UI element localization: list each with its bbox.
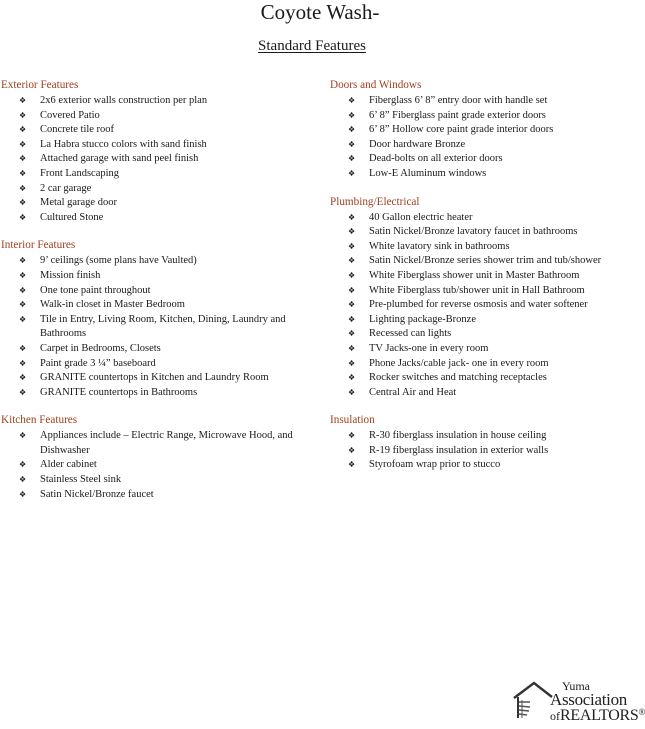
diamond-bullet-icon: ❖	[348, 445, 356, 455]
feature-item	[1, 357, 313, 372]
feature-item-text: Recessed can lights	[369, 328, 452, 340]
feature-item	[330, 167, 636, 182]
feature-item	[1, 196, 313, 211]
feature-item-text: TV Jacks-one in every room	[369, 342, 489, 354]
section-heading: Doors and Windows	[330, 79, 422, 91]
feature-item	[330, 152, 636, 167]
feature-item-text: Satin Nickel/Bronze series shower trim and tub/shower	[369, 255, 602, 267]
feature-item-text: Low-E Aluminum windows	[369, 167, 487, 179]
document-subtitle: Standard Features	[258, 38, 366, 54]
feature-item-text: One tone paint throughout	[40, 284, 151, 296]
feature-item-text: GRANITE countertops in Bathrooms	[40, 386, 198, 398]
diamond-bullet-icon: ❖	[19, 460, 27, 470]
feature-item	[1, 123, 313, 138]
left-column	[1, 79, 313, 516]
document-title: Coyote Wash-	[260, 0, 380, 24]
right-column	[330, 79, 636, 487]
yuma-association-logo	[512, 676, 645, 726]
diamond-bullet-icon: ❖	[19, 314, 27, 324]
feature-item-text: Rocker switches and matching receptacles	[369, 372, 547, 384]
feature-item	[330, 225, 636, 240]
feature-item	[1, 488, 313, 503]
feature-list	[1, 429, 313, 502]
feature-item-text: Front Landscaping	[40, 167, 120, 179]
feature-item-text: White Fiberglass shower unit in Master Bathroom	[369, 269, 580, 281]
section-interior-features	[1, 239, 313, 400]
feature-item-text: Dead-bolts on all exterior doors	[369, 153, 503, 165]
diamond-bullet-icon: ❖	[19, 154, 27, 164]
section-kitchen-features	[1, 414, 313, 502]
feature-item	[330, 458, 636, 473]
section-plumbing-electrical	[330, 196, 636, 401]
feature-item-text: Lighting package-Bronze	[369, 313, 476, 325]
section-heading: Exterior Features	[1, 79, 79, 91]
feature-item	[1, 298, 313, 313]
diamond-bullet-icon: ❖	[348, 285, 356, 295]
feature-item	[330, 313, 636, 328]
feature-item-text: Central Air and Heat	[369, 386, 457, 398]
feature-item	[1, 211, 313, 226]
diamond-bullet-icon: ❖	[348, 270, 356, 280]
diamond-bullet-icon: ❖	[348, 431, 356, 441]
feature-item	[1, 182, 313, 197]
feature-item-text: 6’ 8” Hollow core paint grade interior doors	[369, 124, 554, 136]
diamond-bullet-icon: ❖	[348, 329, 356, 339]
feature-item	[330, 386, 636, 401]
feature-item-text: Covered Patio	[40, 109, 100, 121]
feature-item-text: 40 Gallon electric heater	[369, 211, 473, 223]
feature-item	[330, 298, 636, 313]
diamond-bullet-icon: ❖	[19, 387, 27, 397]
feature-item-text: Satin Nickel/Bronze lavatory faucet in bathrooms	[369, 226, 578, 238]
feature-item-text: White Fiberglass tub/shower unit in Hall Bathroom	[369, 284, 585, 296]
diamond-bullet-icon: ❖	[19, 300, 27, 310]
feature-item-text: Concrete tile roof	[40, 124, 115, 136]
diamond-bullet-icon: ❖	[19, 110, 27, 120]
section-heading: Kitchen Features	[1, 414, 78, 427]
feature-item-text: Tile in Entry, Living Room, Kitchen, Dining, Laundry and Bathrooms	[40, 313, 286, 340]
feature-item-text: White lavatory sink in bathrooms	[369, 240, 510, 252]
diamond-bullet-icon: ❖	[19, 431, 27, 441]
feature-item-text: Appliances include – Electric Range, Microwave Hood, and Dishwasher	[40, 430, 293, 456]
feature-item-text: 9’ ceilings (some plans have Vaulted)	[40, 255, 197, 267]
diamond-bullet-icon: ❖	[19, 475, 27, 485]
feature-item	[1, 94, 313, 109]
feature-item-text: R-19 fiberglass insulation in exterior walls	[369, 444, 549, 456]
diamond-bullet-icon: ❖	[19, 285, 27, 295]
diamond-bullet-icon: ❖	[348, 300, 356, 310]
feature-item	[330, 240, 636, 255]
feature-list	[330, 429, 636, 473]
diamond-bullet-icon: ❖	[348, 387, 356, 397]
section-heading: Plumbing/Electrical	[330, 195, 420, 208]
diamond-bullet-icon: ❖	[19, 270, 27, 280]
feature-item-text: Carpet in Bedrooms, Closets	[40, 342, 161, 354]
section-heading: Insulation	[330, 414, 375, 427]
diamond-bullet-icon: ❖	[19, 489, 27, 499]
feature-item	[1, 473, 313, 488]
feature-item-text: Alder cabinet	[40, 459, 97, 471]
feature-item	[1, 138, 313, 153]
feature-item	[330, 94, 636, 109]
feature-list	[1, 94, 313, 225]
diamond-bullet-icon: ❖	[19, 139, 27, 149]
feature-item	[330, 123, 636, 138]
feature-item	[1, 342, 313, 357]
feature-item	[330, 342, 636, 357]
feature-item	[1, 371, 313, 386]
diamond-bullet-icon: ❖	[348, 168, 356, 178]
feature-item-text: Walk-in closet in Master Bedroom	[40, 299, 185, 311]
feature-item	[1, 458, 313, 473]
diamond-bullet-icon: ❖	[19, 256, 27, 266]
diamond-bullet-icon: ❖	[19, 212, 27, 222]
feature-item-text: Attached garage with sand peel finish	[40, 153, 199, 165]
feature-item-text: GRANITE countertops in Kitchen and Laundry Room	[40, 372, 269, 384]
feature-item	[1, 429, 313, 458]
section-heading: Interior Features	[1, 239, 76, 252]
feature-item-text: Mission finish	[40, 269, 101, 281]
feature-item-text: Pre-plumbed for reverse osmosis and water softener	[369, 299, 588, 311]
diamond-bullet-icon: ❖	[348, 139, 356, 149]
feature-item-text: Paint grade 3 ¼” baseboard	[40, 357, 156, 369]
feature-item	[330, 109, 636, 124]
feature-item	[330, 211, 636, 226]
feature-item	[330, 269, 636, 284]
feature-item-text: Cultured Stone	[40, 211, 104, 223]
diamond-bullet-icon: ❖	[348, 343, 356, 353]
diamond-bullet-icon: ❖	[348, 460, 356, 470]
section-doors-and-windows	[330, 79, 636, 182]
diamond-bullet-icon: ❖	[19, 168, 27, 178]
diamond-bullet-icon: ❖	[19, 183, 27, 193]
feature-item-text: 2x6 exterior walls construction per plan	[40, 95, 208, 106]
diamond-bullet-icon: ❖	[19, 373, 27, 383]
feature-item	[330, 429, 636, 444]
diamond-bullet-icon: ❖	[19, 96, 27, 105]
feature-item-text: 2 car garage	[40, 182, 92, 194]
diamond-bullet-icon: ❖	[348, 96, 356, 105]
diamond-bullet-icon: ❖	[348, 373, 356, 383]
feature-item-text: R-30 fiberglass insulation in house ceiling	[369, 430, 547, 442]
feature-list	[330, 211, 636, 401]
feature-item-text: Stainless Steel sink	[40, 474, 122, 486]
feature-item	[1, 313, 313, 342]
diamond-bullet-icon: ❖	[19, 358, 27, 368]
diamond-bullet-icon: ❖	[348, 212, 356, 222]
section-insulation	[330, 414, 636, 473]
feature-item	[330, 138, 636, 153]
feature-item-text: La Habra stucco colors with sand finish	[40, 138, 207, 150]
section-exterior-features	[1, 79, 313, 225]
feature-item	[1, 254, 313, 269]
diamond-bullet-icon: ❖	[19, 198, 27, 208]
feature-item	[1, 386, 313, 401]
diamond-bullet-icon: ❖	[348, 154, 356, 164]
feature-item-text: Satin Nickel/Bronze faucet	[40, 488, 154, 500]
diamond-bullet-icon: ❖	[19, 125, 27, 135]
feature-item-text: Fiberglass 6’ 8” entry door with handle set	[369, 95, 548, 106]
diamond-bullet-icon: ❖	[348, 227, 356, 237]
diamond-bullet-icon: ❖	[348, 358, 356, 368]
logo-of-text: of	[550, 709, 560, 723]
feature-item	[330, 254, 636, 269]
feature-item	[1, 167, 313, 182]
logo-realtors-text: REALTORS	[560, 707, 639, 724]
logo-registered-mark: ®	[638, 707, 645, 717]
feature-item-text: Metal garage door	[40, 197, 117, 209]
feature-item	[330, 371, 636, 386]
feature-item-text: 6’ 8” Fiberglass paint grade exterior doors	[369, 109, 546, 121]
feature-item	[1, 152, 313, 167]
feature-item	[330, 284, 636, 299]
feature-list	[330, 94, 636, 182]
diamond-bullet-icon: ❖	[348, 314, 356, 324]
feature-item	[330, 444, 636, 459]
feature-item-text: Phone Jacks/cable jack- one in every room	[369, 357, 549, 369]
diamond-bullet-icon: ❖	[348, 125, 356, 135]
diamond-bullet-icon: ❖	[348, 110, 356, 120]
feature-item-text: Door hardware Bronze	[369, 138, 466, 150]
logo-association-text: Association	[550, 690, 627, 709]
diamond-bullet-icon: ❖	[348, 256, 356, 266]
feature-item-text: Styrofoam wrap prior to stucco	[369, 459, 501, 471]
logo-yuma-text: Yuma	[562, 679, 590, 693]
feature-item	[1, 284, 313, 299]
feature-item	[330, 357, 636, 372]
diamond-bullet-icon: ❖	[348, 241, 356, 251]
feature-item	[1, 109, 313, 124]
feature-item	[330, 327, 636, 342]
diamond-bullet-icon: ❖	[19, 343, 27, 353]
feature-list	[1, 254, 313, 400]
feature-item	[1, 269, 313, 284]
